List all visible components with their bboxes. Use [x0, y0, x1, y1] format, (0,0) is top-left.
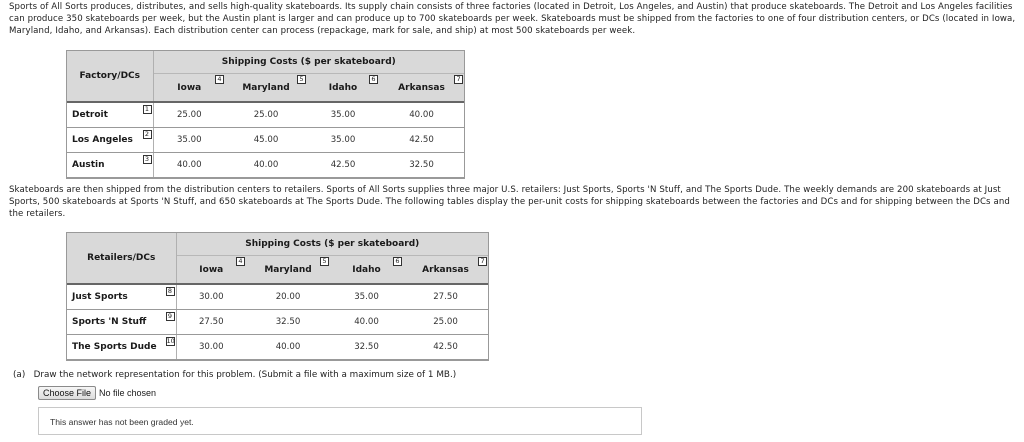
node-number-badge: 7 — [454, 75, 463, 84]
cost-cell: 40.00 — [153, 153, 225, 178]
cost-cell: 32.50 — [379, 153, 464, 178]
question-prompt: (a) Draw the network representation for this problem. (Submit a file with a maximum size of 1 MB.) — [13, 370, 457, 380]
node-number-badge: 10 — [166, 337, 175, 345]
row-label-detroit: Detroit 1 — [67, 102, 153, 128]
file-upload — [38, 386, 156, 400]
cost-cell: 32.50 — [246, 310, 330, 335]
cost-cell: 40.00 — [379, 102, 464, 128]
cost-cell: 20.00 — [246, 284, 330, 310]
grading-status-text: This answer has not been graded yet. — [50, 417, 194, 427]
column-header-maryland: Maryland 5 — [225, 74, 307, 103]
column-header-iowa: Iowa 4 — [176, 256, 246, 285]
cost-cell: 35.00 — [153, 128, 225, 153]
node-number-badge: 5 — [297, 75, 306, 84]
column-header-arkansas: Arkansas 7 — [403, 256, 488, 285]
table-row — [67, 102, 464, 128]
node-number-badge: 3 — [143, 155, 152, 164]
cost-cell: 27.50 — [403, 284, 488, 310]
cost-cell: 25.00 — [153, 102, 225, 128]
table-row — [67, 335, 488, 360]
node-number-badge: 5 — [320, 257, 329, 266]
table-row — [67, 128, 464, 153]
column-header-arkansas: Arkansas 7 — [379, 74, 464, 103]
cost-cell: 42.50 — [307, 153, 379, 178]
table-corner-header: Factory/DCs — [67, 51, 153, 102]
node-number-badge: 7 — [478, 257, 487, 266]
node-number-badge: 9 — [166, 312, 175, 321]
node-number-badge: 1 — [143, 105, 152, 114]
cost-cell: 45.00 — [225, 128, 307, 153]
grading-status-box — [38, 407, 642, 435]
cost-cell: 25.00 — [225, 102, 307, 128]
retailers-paragraph: Skateboards are then shipped from the distribution centers to retailers. Sports of All Sorts supplies three major U.S. retailers: Just Sports, Sports 'N Stuff, and The Sports Dude. The weekly demands are 200 skateboards at Just Sports, 500 skateboards at Sports 'N Stuff, and 650 skateboards at The Sports Dude. The following tables display the per-unit costs for shipping skateboards between the factories and DCs and for shipping between the DCs and the retailers. — [9, 185, 1010, 219]
row-label-los-angeles: Los Angeles 2 — [67, 128, 153, 153]
cost-cell: 42.50 — [379, 128, 464, 153]
file-status-text: No file chosen — [99, 388, 157, 398]
node-number-badge: 4 — [236, 257, 245, 266]
node-number-badge: 4 — [215, 75, 224, 84]
table-corner-header: Retailers/DCs — [67, 233, 176, 284]
column-header-idaho: Idaho 6 — [307, 74, 379, 103]
row-label-austin: Austin 3 — [67, 153, 153, 178]
table-span-header: Shipping Costs ($ per skateboard) — [153, 51, 464, 74]
cost-cell: 27.50 — [176, 310, 246, 335]
node-number-badge: 6 — [393, 257, 402, 266]
cost-cell: 35.00 — [307, 102, 379, 128]
table-span-header: Shipping Costs ($ per skateboard) — [176, 233, 488, 256]
cost-cell: 30.00 — [176, 335, 246, 360]
cost-cell: 25.00 — [403, 310, 488, 335]
row-label-sports-n-stuff: Sports 'N Stuff 9 — [67, 310, 176, 335]
table-row — [67, 284, 488, 310]
table-row — [67, 310, 488, 335]
column-header-maryland: Maryland 5 — [246, 256, 330, 285]
node-number-badge: 6 — [369, 75, 378, 84]
column-header-idaho: Idaho 6 — [330, 256, 403, 285]
cost-cell: 35.00 — [307, 128, 379, 153]
cost-cell: 30.00 — [176, 284, 246, 310]
cost-cell: 32.50 — [330, 335, 403, 360]
node-number-badge: 2 — [143, 130, 152, 139]
cost-cell: 42.50 — [403, 335, 488, 360]
cost-cell: 35.00 — [330, 284, 403, 310]
cost-cell: 40.00 — [225, 153, 307, 178]
cost-cell: 40.00 — [246, 335, 330, 360]
retailer-dc-cost-table — [67, 233, 488, 360]
row-label-just-sports: Just Sports 8 — [67, 284, 176, 310]
table-row — [67, 153, 464, 178]
cost-cell: 40.00 — [330, 310, 403, 335]
choose-file-button[interactable]: Choose File — [38, 386, 96, 400]
factory-dc-cost-table — [67, 51, 464, 178]
intro-paragraph: Sports of All Sorts produces, distributes, and sells high-quality skateboards. Its supply chain consists of three factories (located in Detroit, Los Angeles, and Austin) that produce skateboards. The Detroit and Los Angeles facilities can produce 350 skateboards per week, but the Austin plant is larger and can produce up to 700 skateboards per week. Skateboards must be shipped from the factories to one of four distribution centers, or DCs (located in Iowa, Maryland, Idaho, and Arkansas). Each distribution center can process (repackage, mark for sale, and ship) at most 500 skateboards per week. — [9, 2, 1016, 36]
row-label-the-sports-dude: The Sports Dude 10 — [67, 335, 176, 360]
node-number-badge: 8 — [166, 287, 175, 296]
column-header-iowa: Iowa 4 — [153, 74, 225, 103]
